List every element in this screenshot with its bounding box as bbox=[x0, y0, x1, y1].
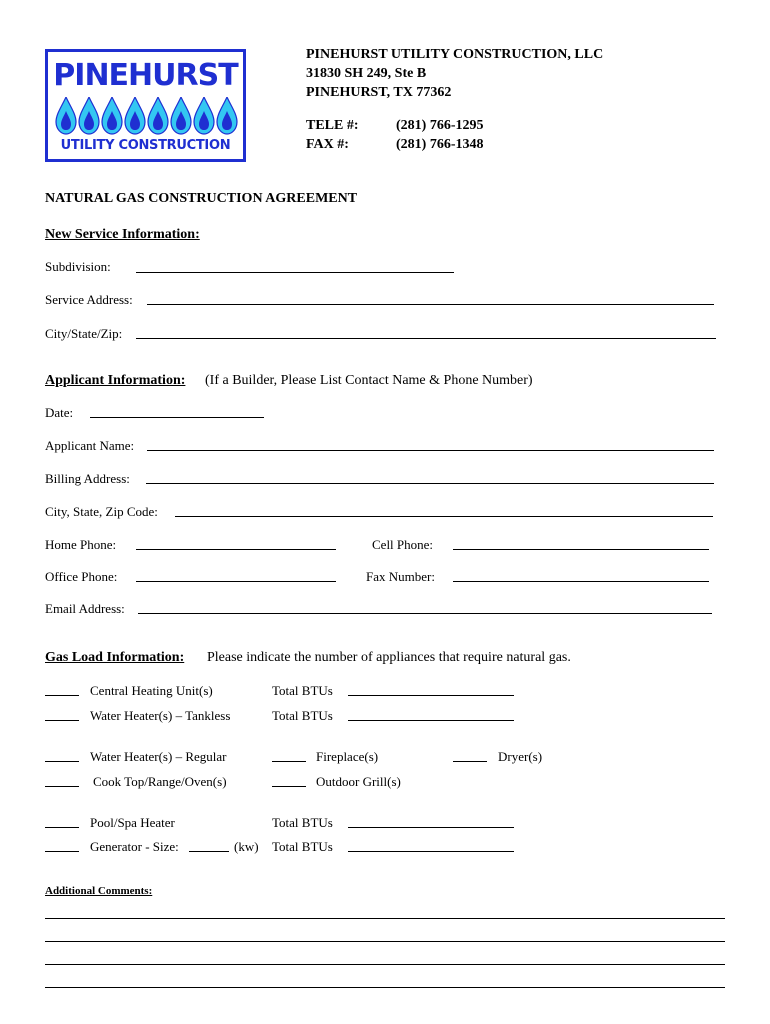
applicant-name-label: Applicant Name: bbox=[45, 438, 135, 453]
document-title: NATURAL GAS CONSTRUCTION AGREEMENT bbox=[45, 191, 358, 206]
cook-top-label: Cook Top/Range/Oven(s) bbox=[93, 774, 227, 789]
water-heater-tankless-btu-label: Total BTUs bbox=[272, 708, 333, 723]
service-address-label: Service Address: bbox=[45, 292, 133, 307]
water-heater-tankless-qty-field[interactable] bbox=[45, 720, 79, 721]
date-field[interactable] bbox=[90, 417, 264, 418]
central-heating-label: Central Heating Unit(s) bbox=[90, 683, 213, 698]
generator-label: Generator - Size: bbox=[90, 839, 179, 854]
comments-line-3[interactable] bbox=[45, 964, 725, 965]
applicant-note: (If a Builder, Please List Contact Name & Phone Number) bbox=[205, 373, 533, 388]
fax-number-label: Fax Number: bbox=[366, 569, 435, 584]
tele-value: (281) 766-1295 bbox=[396, 118, 484, 133]
water-heater-tankless-label: Water Heater(s) – Tankless bbox=[90, 708, 231, 723]
applicant-city-state-zip-label: City, State, Zip Code: bbox=[45, 504, 158, 519]
dryer-label: Dryer(s) bbox=[498, 749, 543, 764]
fax-value: (281) 766-1348 bbox=[396, 137, 484, 152]
dryer-qty-field[interactable] bbox=[453, 761, 487, 762]
cook-top-qty-field[interactable] bbox=[45, 786, 79, 787]
subdivision-field[interactable] bbox=[136, 272, 454, 273]
gas-load-heading: Gas Load Information: bbox=[45, 650, 185, 665]
generator-btu-label: Total BTUs bbox=[272, 839, 333, 854]
fax-label: FAX #: bbox=[306, 137, 349, 152]
applicant-name-field[interactable] bbox=[147, 450, 714, 451]
generator-btu-field[interactable] bbox=[348, 851, 514, 852]
tele-label: TELE #: bbox=[306, 118, 359, 133]
central-heating-qty-field[interactable] bbox=[45, 695, 79, 696]
applicant-heading: Applicant Information: bbox=[45, 373, 186, 388]
pool-spa-btu-label: Total BTUs bbox=[272, 815, 333, 830]
billing-address-field[interactable] bbox=[146, 483, 714, 484]
pool-spa-btu-field[interactable] bbox=[348, 827, 514, 828]
water-heater-regular-label: Water Heater(s) – Regular bbox=[90, 749, 227, 764]
billing-address-label: Billing Address: bbox=[45, 471, 130, 486]
fireplace-qty-field[interactable] bbox=[272, 761, 306, 762]
cell-phone-label: Cell Phone: bbox=[372, 537, 434, 552]
generator-size-field[interactable] bbox=[189, 851, 229, 852]
generator-qty-field[interactable] bbox=[45, 851, 79, 852]
comments-heading: Additional Comments: bbox=[45, 885, 153, 897]
logo-brand-text: PINEHURST bbox=[53, 58, 238, 93]
applicant-city-state-zip-field[interactable] bbox=[175, 516, 713, 517]
email-address-label: Email Address: bbox=[45, 601, 125, 616]
new-service-heading: New Service Information: bbox=[45, 227, 200, 242]
water-drops-icon bbox=[54, 97, 240, 135]
water-heater-regular-qty-field[interactable] bbox=[45, 761, 79, 762]
comments-line-1[interactable] bbox=[45, 918, 725, 919]
outdoor-grill-qty-field[interactable] bbox=[272, 786, 306, 787]
city-state-zip-field[interactable] bbox=[136, 338, 716, 339]
company-name: PINEHURST UTILITY CONSTRUCTION, LLC bbox=[306, 47, 604, 62]
date-label: Date: bbox=[45, 405, 74, 420]
comments-line-2[interactable] bbox=[45, 941, 725, 942]
pool-spa-label: Pool/Spa Heater bbox=[90, 815, 175, 830]
company-logo bbox=[45, 49, 246, 162]
company-address-line1: 31830 SH 249, Ste B bbox=[306, 66, 427, 81]
logo-sub-text: UTILITY CONSTRUCTION bbox=[60, 138, 231, 153]
city-state-zip-label: City/State/Zip: bbox=[45, 326, 123, 341]
fireplace-label: Fireplace(s) bbox=[316, 749, 379, 764]
email-address-field[interactable] bbox=[138, 613, 712, 614]
generator-kw-label: (kw) bbox=[234, 839, 259, 854]
office-phone-field[interactable] bbox=[136, 581, 336, 582]
gas-load-note: Please indicate the number of appliances that require natural gas. bbox=[207, 650, 571, 665]
home-phone-label: Home Phone: bbox=[45, 537, 117, 552]
fax-number-field[interactable] bbox=[453, 581, 709, 582]
subdivision-label: Subdivision: bbox=[45, 259, 111, 274]
cell-phone-field[interactable] bbox=[453, 549, 709, 550]
central-heating-btu-label: Total BTUs bbox=[272, 683, 333, 698]
home-phone-field[interactable] bbox=[136, 549, 336, 550]
company-address-line2: PINEHURST, TX 77362 bbox=[306, 85, 452, 100]
central-heating-btu-field[interactable] bbox=[348, 695, 514, 696]
service-address-field[interactable] bbox=[147, 304, 714, 305]
office-phone-label: Office Phone: bbox=[45, 569, 118, 584]
comments-line-4[interactable] bbox=[45, 987, 725, 988]
water-heater-tankless-btu-field[interactable] bbox=[348, 720, 514, 721]
pool-spa-qty-field[interactable] bbox=[45, 827, 79, 828]
outdoor-grill-label: Outdoor Grill(s) bbox=[316, 774, 401, 789]
